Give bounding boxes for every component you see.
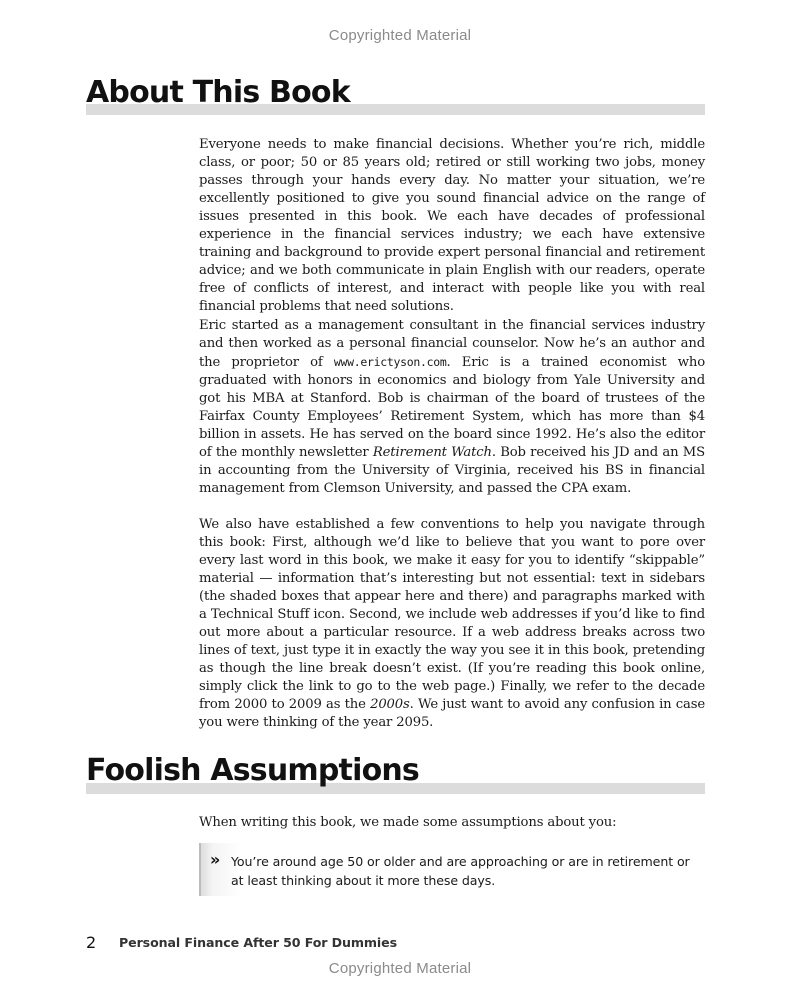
about-paragraph-2-end: Bob received his JD and an MS in accounting from the University of Virginia, received his BS in financial management from Clemson University, and passed the CPA exam.	[199, 445, 705, 496]
section-heading-about	[86, 76, 705, 110]
running-footer-title: Personal Finance After 50 For Dummies	[119, 935, 397, 950]
assumptions-intro: When writing this book, we made some assumptions about you:	[199, 815, 617, 830]
section-heading-foolish-text: Foolish Assumptions	[86, 753, 419, 788]
double-chevron-right-icon: »	[210, 850, 221, 869]
about-paragraph-3	[199, 516, 705, 732]
page-number: 2	[86, 933, 97, 952]
website-url: www.erictyson.com	[333, 355, 447, 369]
section-heading-about-text: About This Book	[86, 75, 350, 110]
section-heading-foolish-assumptions	[86, 754, 705, 788]
bullet-list-item	[199, 843, 707, 896]
about-paragraph-2	[199, 317, 705, 498]
about-paragraph-1: Everyone needs to make financial decisions. Whether you’re rich, middle class, or poor; 50 or 85 years old; retired or still working two jobs, money passes through your hands every day. No matter your situation, we’re excellently positioned to give you sound financial advice on the range of issues presented in this book. We each have decades of professional experience in the financial services industry; we each have extensive training and background to provide expert personal financial and retirement advice; and we both communicate in plain English with our readers, operate free of conflicts of interest, and interact with people like you with real financial problems that need solutions.	[199, 137, 705, 314]
bullet-text: You’re around age 50 or older and are approaching or are in retirement or at least thinking about it more these days.	[231, 854, 690, 888]
copyright-watermark-top: Copyrighted Material	[328, 27, 472, 44]
copyright-watermark-bottom: Copyrighted Material	[328, 960, 472, 977]
about-paragraph-2-intro: Eric started as a management consultant in the financial services industry and then worked as a personal financial counselor. Now he’s an author and the proprietor of	[199, 318, 705, 370]
about-paragraph-3-end: . We just want to avoid any confusion in case you were thinking of the year 2095.	[199, 697, 705, 730]
newsletter-title: Retirement Watch.	[372, 445, 496, 460]
about-paragraph-2-middle: . Eric is a trained economist who graduated with honors in economics and biology from Yale University and got his MBA at Stanford. Bob is chairman of the board of trustees of the Fairfax County Employees’ Retirement System, which has more than $4 billion in assets. He has served on the board since 1992. He’s also the editor of the monthly newsletter	[199, 355, 705, 460]
about-paragraph-3-body: We also have established a few conventions to help you navigate through this book: First, although we’d like to believe that you want to pore over every last word in this book, we make it easy for you to identify “skippable” material — information that’s interesting but not essential: text in sidebars (the shaded boxes that appear here and there) and paragraphs marked with a Technical Stuff icon. Second, we include web addresses if you’d like to find out more about a particular resource. If a web address breaks across two lines of text, just type it in exactly the way you see it in this book, pretending as though the line break doesn’t exist. (If you’re reading this book online, simply click the link to go to the web page.) Finally, we refer to the decade from 2000 to 2009 as the	[199, 517, 705, 712]
decade-term: 2000s	[370, 697, 410, 712]
